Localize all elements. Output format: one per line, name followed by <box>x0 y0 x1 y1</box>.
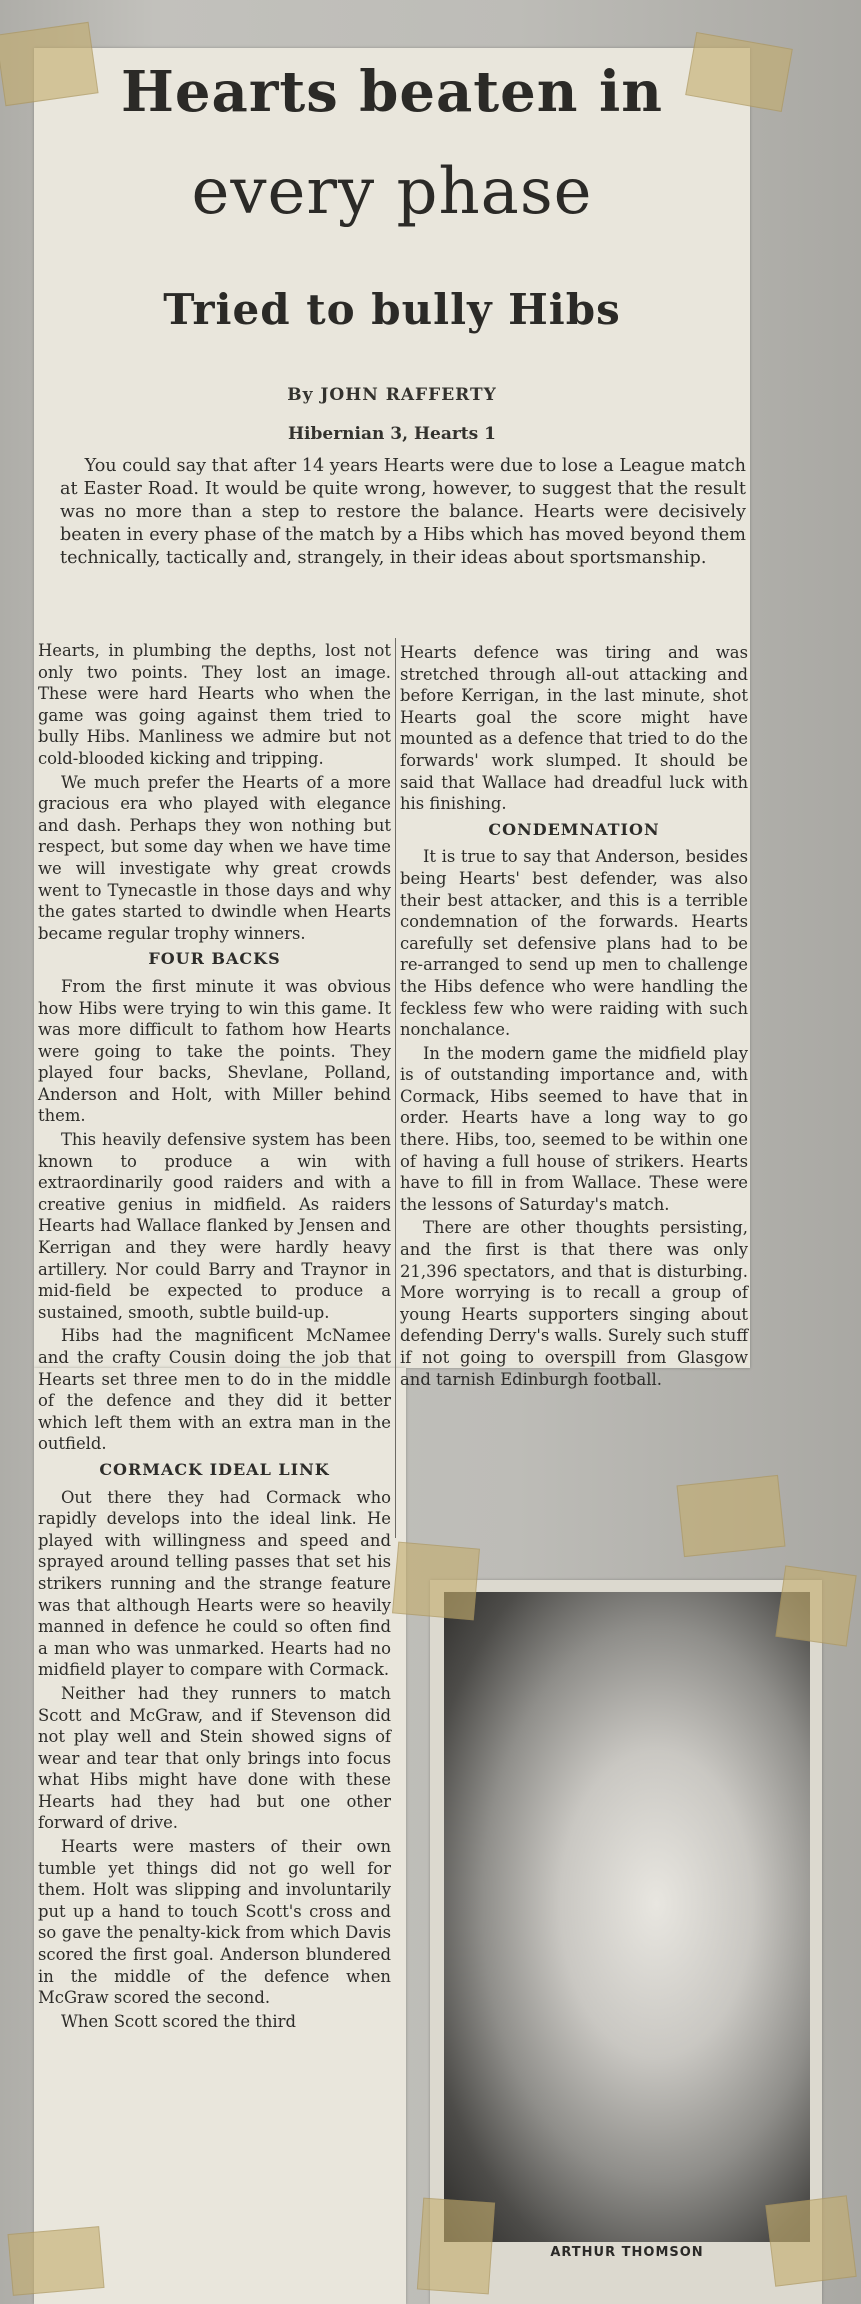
subhead-cormack: CORMACK IDEAL LINK <box>99 1459 330 1479</box>
paragraph: There are other thoughts persisting, and the first is that there was only 21,396 spectators, and that is disturbing. More worrying is to recall a group of young Hearts supporters singing about defending Derry's walls. Surely such stuff if not going to overspill from Glasgow and tarnish Edinburgh football. <box>400 1218 748 1389</box>
column-divider <box>395 638 396 1538</box>
photo-caption: ARTHUR THOMSON <box>550 2245 704 2260</box>
paragraph: In the modern game the midfield play is of outstanding importance and, with Cormack, Hibs seemed to have that in order. Hearts have a long way to go there. Hibs, too, seemed to be within one of having a full house of strikers. Hearts have to fill in from Wallace. These were the lessons of Saturday's match. <box>400 1043 748 1214</box>
headline-line-1: Hearts beaten in <box>121 59 663 125</box>
paragraph: Hearts defence was tiring and was stretched through all-out attacking and before Kerrigan, in the last minute, shot Hearts goal the score might have mounted as a defence that tried to do the forwards' work slumped. It should be said that Wallace had dreadful luck with his finishing. <box>400 643 748 814</box>
paragraph: When Scott scored the third <box>60 2011 296 2031</box>
paragraph: We much prefer the Hearts of a more gracious era who played with elegance and dash. Perhaps they won nothing but respect, but some day when we have time we will investigate why great crowds went to Tynecastle in those days and why the gates started to dwindle when Hearts became regular trophy winners. <box>38 772 391 943</box>
paragraph: Hibs had the magnificent McNamee and the crafty Cousin doing the job that Hearts set three men to do in the middle of the defence and they did it better which left them with an extra man in the outfield. <box>38 1326 391 1454</box>
paragraph: Hearts, in plumbing the depths, lost not only two points. They lost an image. These were hard Hearts who when the game was going against them tried to bully Hibs. Manliness we admire but not cold-blooded kicking and tripping. <box>38 641 391 768</box>
paragraph: This heavily defensive system has been known to produce a win with extraordinarily good raiders and with a creative genius in midfield. As raiders Hearts had Wallace flanked by Jensen and Kerrigan and they were hardly heavy artillery. Nor could Barry and Traynor in mid-field be expected to produce a sustained, smooth, subtle build-up. <box>38 1130 391 1322</box>
match-score: Hibernian 3, Hearts 1 <box>288 424 496 444</box>
paragraph: Neither had they runners to match Scott and McGraw, and if Stevenson did not play well and Stein showed signs of wear and tear that only brings into focus what Hibs might have done with these Hearts had they had but one other forward of drive. <box>38 1683 391 1833</box>
byline: By JOHN RAFFERTY <box>287 385 497 405</box>
headline-line-2: every phase <box>191 155 593 229</box>
paragraph: It is true to say that Anderson, besides being Hearts' best defender, was also their best attacker, and this is a terrible condemnation of the forwards. Hearts carefully set defensive plans had to be re-arranged to send up men to challenge the Hibs defence who were handling the feckless few who were raiding with such nonchalance. <box>400 847 748 1040</box>
paragraph: Hearts were masters of their own tumble yet things did not go well for them. Holt was slipping and involuntarily put up a hand to touch Scott's cross and so gave the penalty-kick from which Davis scored the first goal. Anderson blundered in the middle of the defence when McGraw scored the second. <box>38 1837 391 2008</box>
subhead-condemnation: CONDEMNATION <box>488 819 660 839</box>
player-portrait-photo <box>444 1592 810 2242</box>
right-column <box>400 642 748 1392</box>
lede-text: You could say that after 14 years Hearts were due to lose a League match at Easter Road. It would be quite wrong, however, to suggest that the result was no more than a step to restore the balance. Hearts were decisively beaten in every phase of the match by a Hibs which has moved beyond them technically, tactically and, strangely, in their ideas about sportsmanship. <box>60 456 746 568</box>
tape-strip <box>765 2195 856 2286</box>
tape-strip <box>677 1475 786 1557</box>
paragraph: Out there they had Cormack who rapidly develops into the ideal link. He played with willingness and speed and sprayed around telling passes that set his strikers running and the strange feature was that although Hearts were so heavily manned in defence he could so often find a man who was unmarked. Hearts had no midfield player to compare with Cormack. <box>38 1487 391 1680</box>
tape-strip <box>392 1542 480 1621</box>
left-column <box>38 640 391 2034</box>
tape-strip <box>7 2226 104 2296</box>
paragraph: From the first minute it was obvious how Hibs were trying to win this game. It was more difficult to fathom how Hearts were going to take the points. They played four backs, Shevlane, Polland, Anderson and Holt, with Miller behind them. <box>38 976 391 1126</box>
lede-paragraph <box>60 455 746 572</box>
subhead-four-backs: FOUR BACKS <box>148 949 281 969</box>
tape-strip <box>775 1565 856 1646</box>
subheadline: Tried to bully Hibs <box>163 285 621 334</box>
